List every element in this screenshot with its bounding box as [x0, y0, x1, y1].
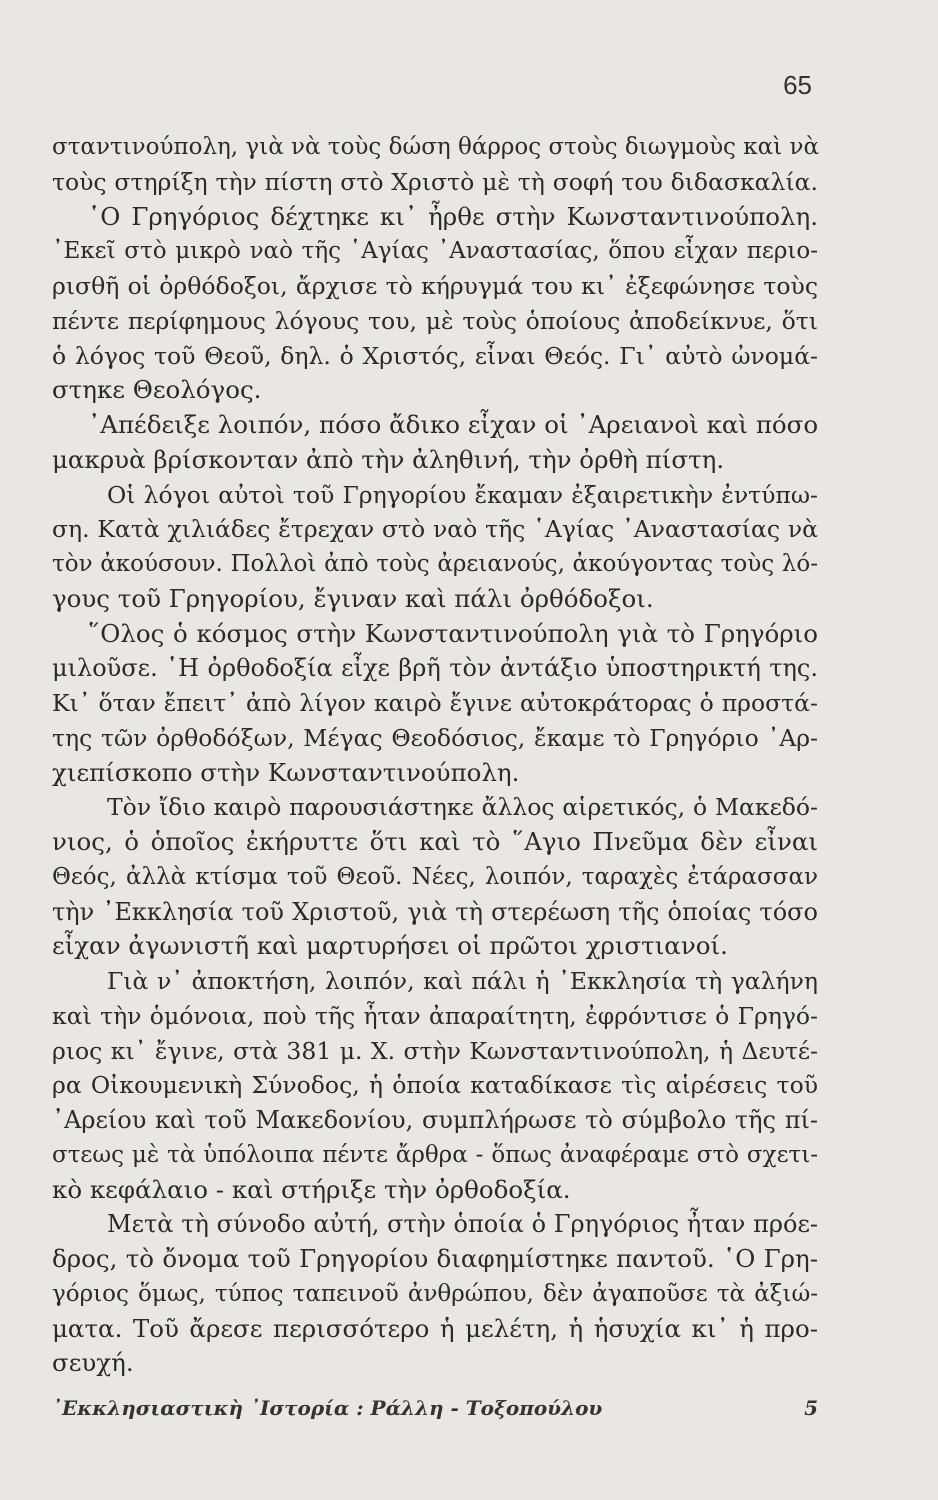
text-line: ση. Κατὰ χιλιάδες ἔτρεχαν στὸ ναὸ τῆς ῾Αγίας ᾿Αναστασίας νὰ: [52, 515, 818, 544]
text-line: ῞Ολος ὁ κόσμος στὴν Κωνσταντινούπολη γιὰ τὸ Γρηγόριο: [88, 618, 818, 648]
text-line: Θεός, ἀλλὰ κτίσμα τοῦ Θεοῦ. Νέες, λοιπόν, ταραχὲς ἐτάρασσαν: [52, 863, 818, 890]
footer-signature-mark: 5: [804, 1396, 818, 1420]
text-line: ρισθῆ οἱ ὀρθόδοξοι, ἄρχισε τὸ κήρυγμά του κι᾿ ἐξεφώνησε τοὺς: [52, 272, 818, 300]
text-line: στεως μὲ τὰ ὑπόλοιπα πέντε ἄρθρα - ὅπως ἀναφέραμε στὸ σχετι-: [52, 1141, 818, 1168]
body-text: [52, 130, 818, 1381]
text-line: τὸν ἀκούσουν. Πολλοὶ ἀπὸ τοὺς ἀρειανούς, ἀκούγοντας τοὺς λό-: [52, 551, 818, 577]
text-line: χιεπίσκοπο στὴν Κωνσταντινούπολη.: [52, 757, 520, 787]
text-line: γόριος ὅμως, τύπος ταπεινοῦ ἀνθρώπου, δὲν ἀγαποῦσε τὰ ἀξιώ-: [52, 1280, 818, 1307]
text-line: τοὺς στηρίξη τὴν πίστη στὸ Χριστὸ μὲ τὴ σοφή του διδασκαλία.: [52, 167, 818, 196]
text-line: μιλοῦσε. ῾Η ὀρθοδοξία εἶχε βρῆ τὸν ἀντάξιο ὑποστηρικτή της.: [52, 654, 818, 683]
text-line: ὁ λόγος τοῦ Θεοῦ, δηλ. ὁ Χριστός, εἶναι Θεός. Γι᾿ αὐτὸ ὠνομά-: [52, 341, 818, 370]
text-line: δρος, τὸ ὄνομα τοῦ Γρηγορίου διαφημίστηκε παντοῦ. ῾Ο Γρη-: [52, 1244, 818, 1273]
page-number: 65: [783, 70, 812, 100]
text-line: πέντε περίφημους λόγους του, μὲ τοὺς ὁποίους ἀποδείκνυε, ὅτι: [52, 306, 818, 335]
text-line: στηκε Θεολόγος.: [52, 375, 262, 405]
text-line: ριος κι᾿ ἔγινε, στὰ 381 μ. Χ. στὴν Κωνσταντινούπολη, ἡ Δευτέ-: [52, 1036, 818, 1065]
text-line: ᾿Απέδειξε λοιπόν, πόσο ἄδικο εἶχαν οἱ ᾿Αρειανοὶ καὶ πόσο: [88, 410, 819, 439]
text-line: σταντινούπολη, γιὰ νὰ τοὺς δώση θάρρος στοὺς διωγμοὺς καὶ νὰ: [52, 134, 819, 160]
text-line: σευχή.: [52, 1348, 134, 1378]
text-line: ᾿Αρείου καὶ τοῦ Μακεδονίου, συμπλήρωσε τὸ σύμβολο τῆς πί-: [52, 1106, 818, 1134]
text-line: εἶχαν ἀγωνιστῆ καὶ μαρτυρήσει οἱ πρῶτοι χριστιανοί.: [52, 931, 728, 961]
text-line: ῾Ο Γρηγόριος δέχτηκε κι᾿ ἦρθε στὴν Κωνσταντινούπολη.: [88, 201, 818, 231]
text-line: Γιὰ ν᾿ ἀποκτήση, λοιπόν, καὶ πάλι ἡ ᾿Εκκλησία τὴ γαλήνη: [107, 967, 818, 995]
text-line: Μετὰ τὴ σύνοδο αὐτή, στὴν ὁποία ὁ Γρηγόριος ἦταν πρόε-: [107, 1210, 818, 1239]
text-line: τὴν ᾿Εκκλησία τοῦ Χριστοῦ, γιὰ τὴ στερέωση τῆς ὁποίας τόσο: [52, 897, 818, 926]
text-line: μακρυὰ βρίσκονταν ἀπὸ τὴν ἀληθινή, τὴν ὀρθὴ πίστη.: [52, 444, 725, 474]
text-line: νιος, ὁ ὁποῖος ἐκήρυττε ὅτι καὶ τὸ ῞Αγιο Πνεῦμα δὲν εἶναι: [52, 827, 818, 856]
page-footer: [52, 1396, 818, 1426]
text-line: ρα Οἰκουμενικὴ Σύνοδος, ἡ ὁποία καταδίκασε τὶς αἱρέσεις τοῦ: [52, 1071, 818, 1100]
text-line: ᾿Εκεῖ στὸ μικρὸ ναὸ τῆς ῾Αγίας ᾿Αναστασίας, ὅπου εἶχαν περιο-: [52, 238, 818, 265]
text-line: Κι᾿ ὅταν ἔπειτ᾿ ἀπὸ λίγον καιρὸ ἔγινε αὐτοκράτορας ὁ προστά-: [52, 689, 818, 717]
text-line: κὸ κεφάλαιο - καὶ στήριξε τὴν ὀρθοδοξία.: [52, 1174, 571, 1204]
text-line: Οἱ λόγοι αὐτοὶ τοῦ Γρηγορίου ἔκαμαν ἐξαιρετικὴν ἐντύπω-: [107, 480, 818, 509]
footer-book-title: ᾿Εκκλησιαστικὴ ᾿Ιστορία : Ράλλη - Τοξοπούλου: [52, 1396, 603, 1420]
text-line: ματα. Τοῦ ἄρεσε περισσότερο ἡ μελέτη, ἡ ἡσυχία κι᾿ ἡ προ-: [52, 1313, 818, 1343]
text-line: Τὸν ἴδιο καιρὸ παρουσιάστηκε ἄλλος αἱρετικός, ὁ Μακεδό-: [107, 793, 818, 822]
text-line: γους τοῦ Γρηγορίου, ἔγιναν καὶ πάλι ὀρθόδοξοι.: [52, 583, 654, 613]
text-line: καὶ τὴν ὁμόνοια, ποὺ τῆς ἦταν ἀπαραίτητη, ἐφρόντισε ὁ Γρηγό-: [52, 1001, 818, 1030]
text-line: της τῶν ὀρθοδόξων, Μέγας Θεοδόσιος, ἔκαμε τὸ Γρηγόριο ᾿Αρ-: [52, 723, 818, 752]
